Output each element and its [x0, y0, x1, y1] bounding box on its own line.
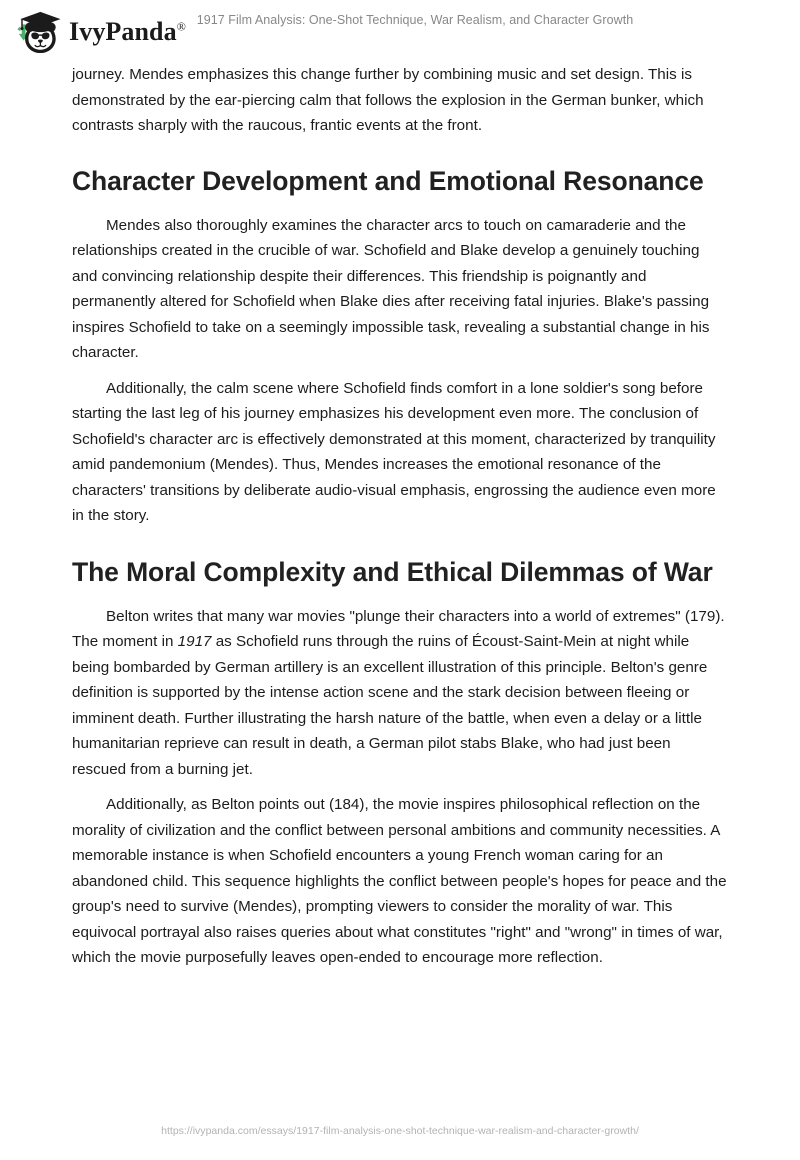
paragraph-philosophical-reflection: Additionally, as Belton points out (184), the movie inspires philosophical reflection on the morality of civilization and the conflict between personal ambitions and community necessities. A memorable instance is when Schofield encounters a young French woman caring for an abandoned child. This sequence highlights the conflict between people's hopes for peace and the group's need to survive (Mendes), prompting viewers to consider the morality of war. This equivocal portrayal also raises queries about what constitutes "right" and "wrong" in times of war, which the movie purposefully leaves open-ended to encourage more reflection. — [72, 796, 727, 966]
paragraph-continued: journey. Mendes emphasizes this change further by combining music and set design. This is demonstrated by the ear-piercing calm that follows the explosion in the German bunker, which contrasts sharply with the raucous, frantic events at the front. — [72, 66, 704, 134]
section-heading-moral-complexity: The Moral Complexity and Ethical Dilemmas of War — [72, 556, 713, 587]
registered-mark: ® — [176, 19, 186, 34]
page-header — [0, 0, 800, 62]
paragraph-belton-part2: as Schofield runs through the ruins of Écoust-Saint-Mein at night while being bombarded by German artillery is an excellent illustration of this principle. Belton's genre definition is supported by the intense action scene and the stark decision between fleeing or imminent death. Further illustrating the harsh nature of the battle, when even a delay or a little humanitarian reprieve can result in death, a German pilot stabs Blake, who had just been rescued from a burning jet. — [72, 633, 708, 778]
brand-name-text: IvyPanda — [69, 17, 177, 46]
document-body — [72, 62, 728, 981]
source-url-link[interactable]: https://ivypanda.com/essays/1917-film-analysis-one-shot-technique-war-realism-and-character-growth/ — [161, 1125, 639, 1137]
paragraph-belton-part1: Belton writes that many war movies "plunge their characters into a world of extremes" (179). The moment in — [72, 607, 725, 650]
film-title-italic: 1917 — [177, 633, 212, 650]
section-heading-character-development: Character Development and Emotional Resonance — [72, 165, 704, 196]
paragraph-calm-scene: Additionally, the calm scene where Schofield finds comfort in a lone soldier's song before starting the last leg of his journey emphasizes his development even more. The conclusion of Schofield's character arc is effectively demonstrated at this moment, characterized by tranquility amid pandemonium (Mendes). Thus, Mendes increases the emotional resonance of the characters' transitions by deliberate audio-visual emphasis, engrossing the audience even more in the story. — [72, 379, 716, 524]
paragraph-character-arcs: Mendes also thoroughly examines the character arcs to touch on camaraderie and the relationships created in the crucible of war. Schofield and Blake develop a genuinely touching and convincing relationship despite their differences. This friendship is poignantly and permanently altered for Schofield when Blake dies after receiving fatal injuries. Blake's passing inspires Schofield to take on a seemingly impossible task, revealing a substantial change in his character. — [72, 216, 710, 361]
paragraph-belton-extremes — [72, 604, 728, 783]
page-footer — [0, 1121, 800, 1139]
document-title-header: 1917 Film Analysis: One-Shot Technique, War Realism, and Character Growth — [196, 13, 634, 27]
